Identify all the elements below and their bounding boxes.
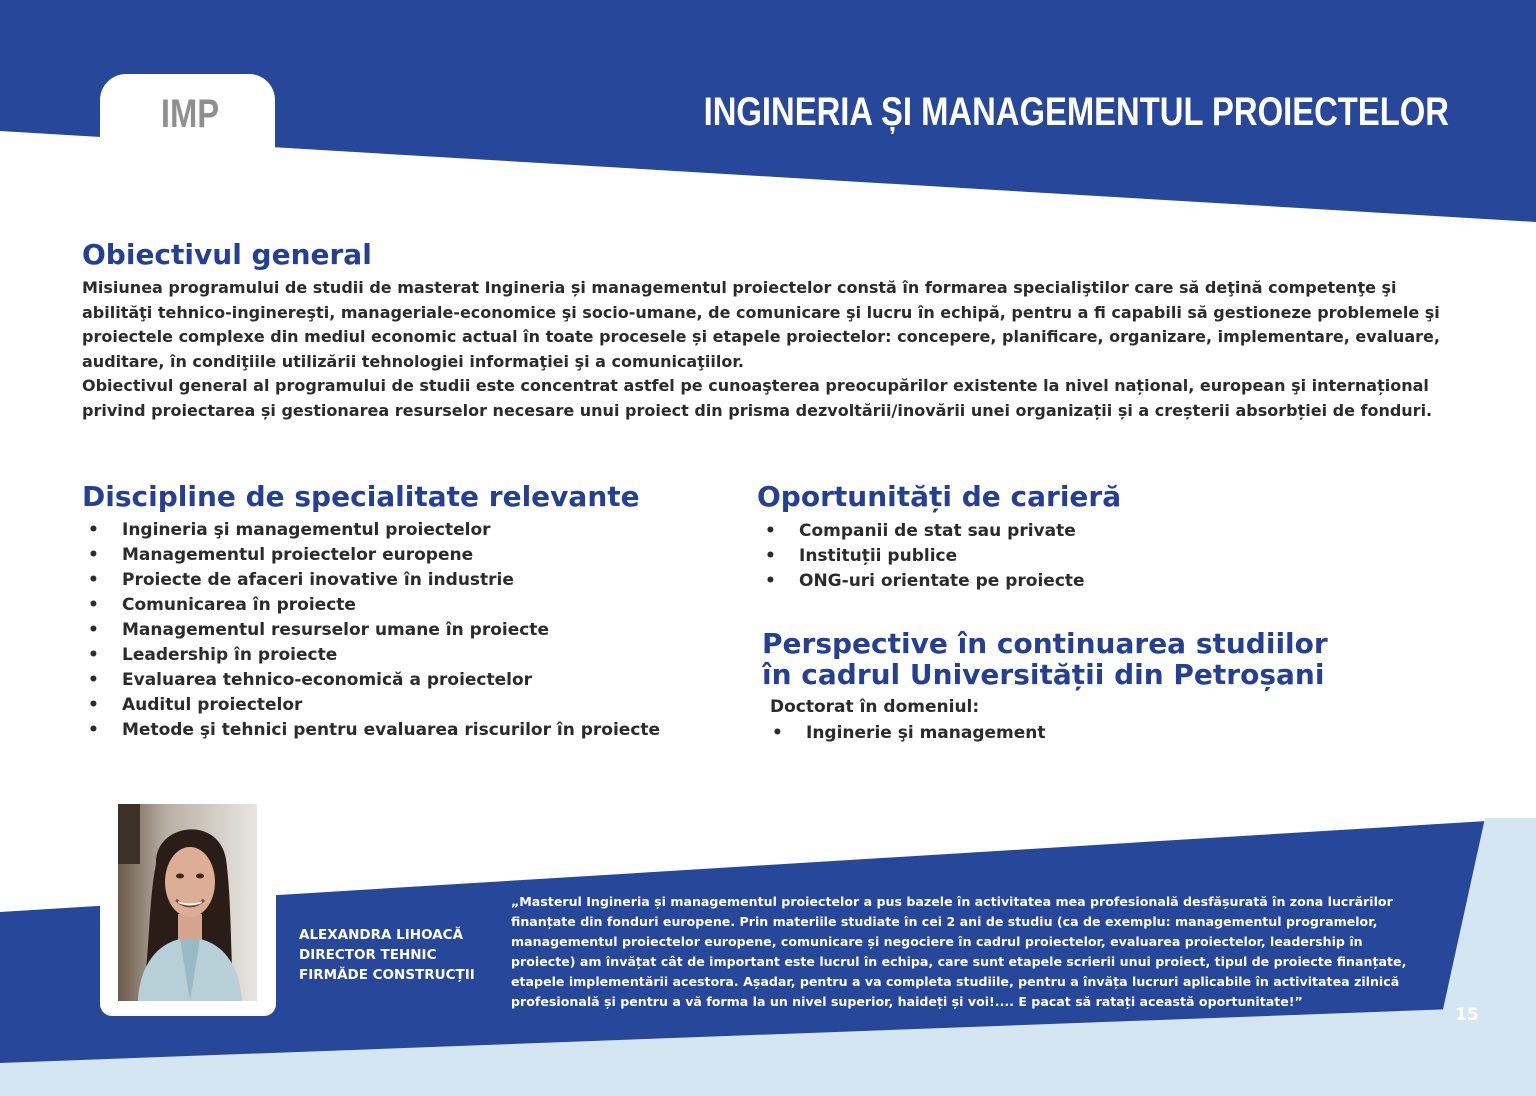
testimonial-quote: „Masterul Ingineria și managementul proiectelor a pus bazele în activitatea mea profesională desfășurată în zona lucrărilor finanțate din fonduri europene. Prin materiile studiate în cei 2 ani de studiu (ca de exemplu: managementul programelor, managementul proiectelor europene, comunicare și negociere în cadrul proiectelor, evaluarea proiectelor, leadership în proiecte) am învățat cât de important este lucrul în echipa, care sunt etapele scrierii unui proiect, tipul de proiecte finanțate, etapele implementării acestora. Așadar, pentru a va completa studiile, pentru a învăța lucruri aplicabile în activitatea zilnică profesională și pentru a vă forma la un nivel superior, haideți și voi!.... E pacat să ratați această oportunitate!” (511, 894, 1407, 1009)
objective-paragraph-2: Obiectivul general al programului de studii este concentrat astfel pe cunoaşterea preocupărilor existente la nivel național, european şi internațional privind proiectarea și gestionarea resurselor necesare unui proiect din prisma dezvoltării/inovării unei organizații și a creșterii absorbției de fonduri. (82, 376, 1433, 420)
career-heading: Oportunități de carieră (757, 480, 1122, 513)
list-item: • Managementul resurselor umane în proiecte (84, 618, 660, 643)
list-item: • Leadership în proiecte (84, 643, 660, 668)
perspectives-heading-line1: Perspective în continuarea studiilor (762, 627, 1328, 660)
list-item: • Instituții publice (761, 544, 1085, 569)
list-item: • Proiecte de afaceri inovative în industrie (84, 568, 660, 593)
list-item: • Evaluarea tehnico-economică a proiectelor (84, 668, 660, 693)
perspectives-heading (762, 628, 1328, 690)
perspectives-list (768, 721, 1046, 746)
objective-heading: Obiectivul general (82, 238, 372, 271)
author-company: FIRMĂDE CONSTRUCȚII (299, 967, 475, 983)
list-item: • Inginerie şi management (768, 721, 1046, 746)
list-item: • Metode şi tehnici pentru evaluarea riscurilor în proiecte (84, 718, 660, 743)
list-item: • Ingineria şi managementul proiectelor (84, 518, 660, 543)
page-number: 15 (1455, 1005, 1479, 1025)
author-name: ALEXANDRA LIHOACĂ (299, 927, 464, 943)
list-item: • ONG-uri orientate pe proiecte (761, 569, 1085, 594)
page-title: INGINERIA ȘI MANAGEMENTUL PROIECTELOR (703, 90, 1449, 134)
career-list (761, 519, 1085, 594)
testimonial-author (299, 925, 475, 985)
perspectives-subtitle: Doctorat în domeniul: (770, 697, 980, 717)
program-code: IMP (160, 92, 220, 136)
list-item: • Companii de stat sau private (761, 519, 1085, 544)
list-item: • Comunicarea în proiecte (84, 593, 660, 618)
perspectives-heading-line2: în cadrul Universității din Petroșani (762, 658, 1325, 691)
objective-text (82, 276, 1462, 424)
list-item: • Auditul proiectelor (84, 693, 660, 718)
list-item: • Managementul proiectelor europene (84, 543, 660, 568)
disciplines-heading: Discipline de specialitate relevante (82, 480, 640, 513)
author-role: DIRECTOR TEHNIC (299, 947, 437, 963)
disciplines-list (84, 518, 660, 743)
portrait-photo (118, 804, 257, 1001)
objective-paragraph-1: Misiunea programului de studii de masterat Ingineria și managementul proiectelor constă în formarea specialiştilor care să deţină competenţe şi abilităţi tehnico-inginereşti, manageriale-economice şi socio-umane, de comunicare şi lucru în echipă, pentru a fi capabili să gestioneze problemele şi proiectele complexe din mediul economic actual în toate procesele și etapele proiectelor: concepere, planificare, organizare, implementare, evaluare, auditare, în condiţiile utilizării tehnologiei informaţiei şi a comunicaţiilor. (82, 278, 1440, 371)
